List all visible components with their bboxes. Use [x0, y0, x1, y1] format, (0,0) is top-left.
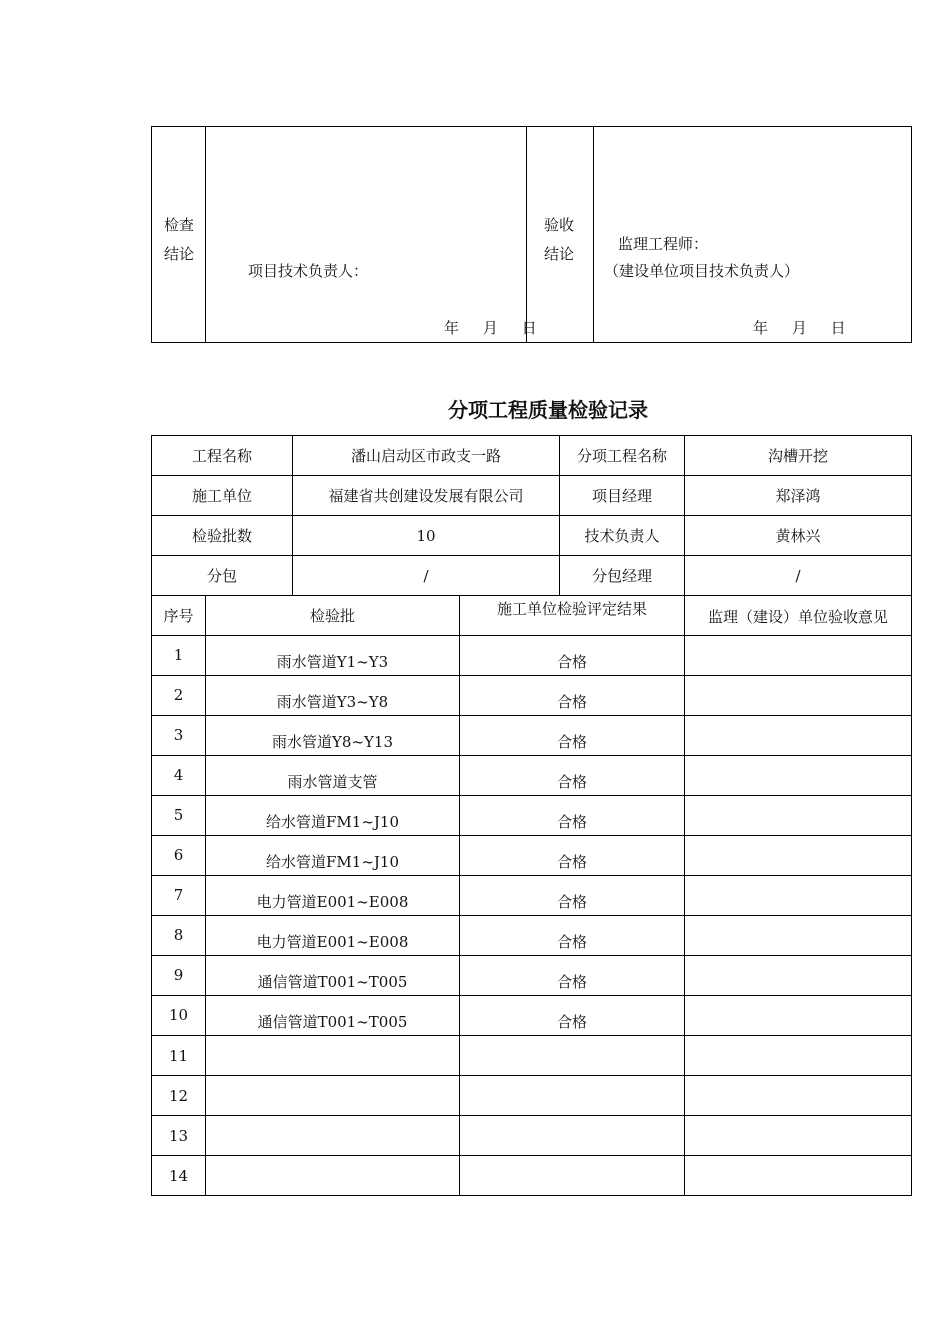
project-manager-value: 郑泽鸿 — [685, 476, 912, 516]
row-contractor-result[interactable]: 合格 — [460, 956, 685, 996]
table-row — [152, 1036, 912, 1076]
row-supervisor-opinion[interactable] — [685, 636, 912, 676]
table-row — [152, 1156, 912, 1196]
tech-lead-signature-label: 项目技术负责人： — [248, 262, 369, 280]
table-row — [152, 1076, 912, 1116]
owner-tech-lead-label: （建设单位项目技术负责人） — [604, 262, 800, 280]
row-seq: 11 — [152, 1036, 206, 1076]
col-seq-header: 序号 — [152, 596, 206, 636]
row-contractor-result[interactable] — [460, 1036, 685, 1076]
table-row — [152, 1116, 912, 1156]
row-batch[interactable] — [206, 1156, 460, 1196]
row-supervisor-opinion[interactable] — [685, 1076, 912, 1116]
column-header-row — [152, 596, 912, 636]
accept-conclusion-cell[interactable] — [594, 127, 912, 343]
accept-date-label: 年 月 日 — [753, 319, 846, 337]
row-supervisor-opinion[interactable] — [685, 996, 912, 1036]
project-name-label: 工程名称 — [152, 436, 293, 476]
batch-count-label: 检验批数 — [152, 516, 293, 556]
row-contractor-result[interactable]: 合格 — [460, 836, 685, 876]
row-batch[interactable]: 电力管道E001~E008 — [206, 876, 460, 916]
row-batch[interactable]: 雨水管道支管 — [206, 756, 460, 796]
row-seq: 14 — [152, 1156, 206, 1196]
row-supervisor-opinion[interactable] — [685, 756, 912, 796]
table-row — [152, 716, 912, 756]
row-supervisor-opinion[interactable] — [685, 1156, 912, 1196]
table-row — [152, 876, 912, 916]
row-contractor-result[interactable]: 合格 — [460, 876, 685, 916]
row-contractor-result[interactable]: 合格 — [460, 916, 685, 956]
row-seq: 4 — [152, 756, 206, 796]
table-row — [152, 796, 912, 836]
row-contractor-result[interactable] — [460, 1156, 685, 1196]
row-seq: 10 — [152, 996, 206, 1036]
row-supervisor-opinion[interactable] — [685, 676, 912, 716]
row-supervisor-opinion[interactable] — [685, 1036, 912, 1076]
page-title: 分项工程质量检验记录 — [448, 398, 648, 422]
row-supervisor-opinion[interactable] — [685, 716, 912, 756]
row-batch[interactable]: 雨水管道Y8~Y13 — [206, 716, 460, 756]
check-conclusion-label-cell — [152, 127, 206, 343]
row-contractor-result[interactable]: 合格 — [460, 636, 685, 676]
sub-manager-label: 分包经理 — [560, 556, 685, 596]
check-conclusion-cell[interactable] — [206, 127, 537, 343]
table-row — [152, 996, 912, 1036]
accept-conclusion-label-cell — [527, 127, 594, 343]
col-batch-header: 检验批 — [206, 596, 460, 636]
check-date-label: 年 月 日 — [444, 319, 537, 337]
row-supervisor-opinion[interactable] — [685, 876, 912, 916]
row-contractor-result[interactable]: 合格 — [460, 796, 685, 836]
row-seq: 12 — [152, 1076, 206, 1116]
subcontract-value: / — [293, 556, 560, 596]
row-contractor-result[interactable] — [460, 1116, 685, 1156]
row-batch[interactable]: 给水管道FM1~J10 — [206, 796, 460, 836]
row-supervisor-opinion[interactable] — [685, 796, 912, 836]
row-supervisor-opinion[interactable] — [685, 956, 912, 996]
info-row — [152, 516, 912, 556]
table-row — [152, 676, 912, 716]
row-seq: 1 — [152, 636, 206, 676]
tech-lead-value: 黄林兴 — [685, 516, 912, 556]
row-seq: 7 — [152, 876, 206, 916]
inspection-record-table — [151, 435, 912, 1196]
batch-count-value: 10 — [293, 516, 560, 556]
table-row — [152, 836, 912, 876]
table-row — [152, 956, 912, 996]
conclusion-table — [151, 126, 912, 343]
table-row — [152, 636, 912, 676]
row-seq: 13 — [152, 1116, 206, 1156]
row-batch[interactable]: 电力管道E001~E008 — [206, 916, 460, 956]
project-name-value: 潘山启动区市政支一路 — [293, 436, 560, 476]
col-contractor-result-header: 施工单位检验评定结果 — [460, 596, 685, 636]
row-supervisor-opinion[interactable] — [685, 916, 912, 956]
subcontract-label: 分包 — [152, 556, 293, 596]
row-batch[interactable]: 雨水管道Y3~Y8 — [206, 676, 460, 716]
row-contractor-result[interactable]: 合格 — [460, 716, 685, 756]
table-row — [152, 756, 912, 796]
check-conclusion-label-line1: 检查 — [164, 216, 195, 234]
row-contractor-result[interactable]: 合格 — [460, 676, 685, 716]
row-batch[interactable]: 给水管道FM1~J10 — [206, 836, 460, 876]
contractor-label: 施工单位 — [152, 476, 293, 516]
row-seq: 8 — [152, 916, 206, 956]
row-batch[interactable] — [206, 1036, 460, 1076]
row-contractor-result[interactable] — [460, 1076, 685, 1116]
table-row — [152, 916, 912, 956]
row-seq: 6 — [152, 836, 206, 876]
subitem-name-label: 分项工程名称 — [560, 436, 685, 476]
info-row — [152, 556, 912, 596]
row-batch[interactable] — [206, 1116, 460, 1156]
row-batch[interactable]: 雨水管道Y1~Y3 — [206, 636, 460, 676]
row-batch[interactable]: 通信管道T001~T005 — [206, 996, 460, 1036]
row-contractor-result[interactable]: 合格 — [460, 996, 685, 1036]
row-contractor-result[interactable]: 合格 — [460, 756, 685, 796]
subitem-name-value: 沟槽开挖 — [685, 436, 912, 476]
col-supervisor-opinion-header: 监理（建设）单位验收意见 — [685, 596, 912, 636]
row-seq: 3 — [152, 716, 206, 756]
row-batch[interactable] — [206, 1076, 460, 1116]
row-supervisor-opinion[interactable] — [685, 1116, 912, 1156]
accept-conclusion-label-line1: 验收 — [544, 216, 575, 234]
row-seq: 2 — [152, 676, 206, 716]
row-supervisor-opinion[interactable] — [685, 836, 912, 876]
check-conclusion-label-line2: 结论 — [164, 245, 195, 263]
info-row — [152, 436, 912, 476]
supervisor-signature-label: 监理工程师： — [618, 235, 709, 253]
row-seq: 5 — [152, 796, 206, 836]
contractor-value: 福建省共创建设发展有限公司 — [293, 476, 560, 516]
row-seq: 9 — [152, 956, 206, 996]
sub-manager-value: / — [685, 556, 912, 596]
accept-conclusion-label-line2: 结论 — [544, 245, 575, 263]
tech-lead-label: 技术负责人 — [560, 516, 685, 556]
row-batch[interactable]: 通信管道T001~T005 — [206, 956, 460, 996]
info-row — [152, 476, 912, 516]
project-manager-label: 项目经理 — [560, 476, 685, 516]
